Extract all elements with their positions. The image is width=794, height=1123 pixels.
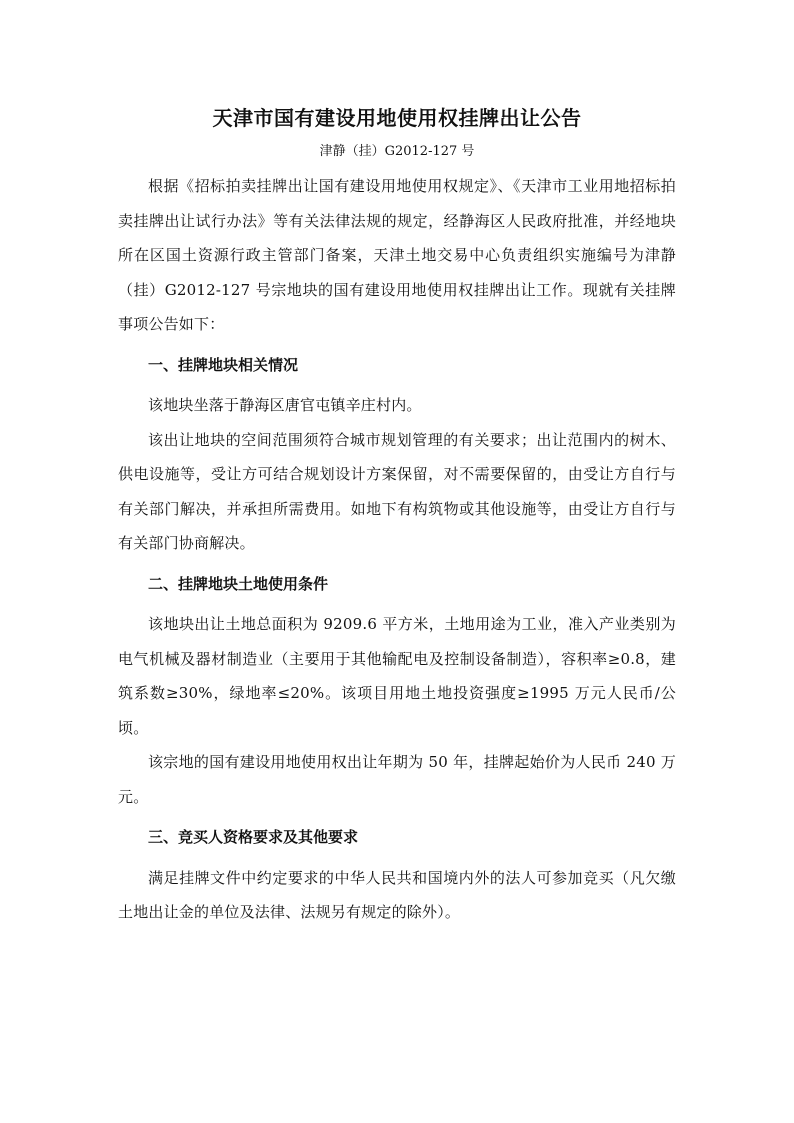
document-title: 天津市国有建设用地使用权挂牌出让公告 <box>212 106 582 130</box>
section-paragraph: 该宗地的国有建设用地使用权出让年期为 50 年，挂牌起始价为人民币 240 万元。 <box>118 753 676 806</box>
section-2 <box>118 567 676 815</box>
section-heading: 三、竞买人资格要求及其他要求 <box>148 828 359 846</box>
section-3 <box>118 820 676 930</box>
section-paragraph: 该地块出让土地总面积为 9209.6 平方米，土地用途为工业，准入产业类别为电气机械及器材制造业（主要用于其他输配电及控制设备制造），容积率≥0.8，建筑系数≥30%，绿地率≤20%。该项目用地土地投资强度≥1995 万元人民币/公顷。 <box>118 615 676 737</box>
section-paragraph: 该出让地块的空间范围须符合城市规划管理的有关要求；出让范围内的树木、供电设施等，受让方可结合规划设计方案保留，对不需要保留的，由受让方自行与有关部门解决，并承担所需费用。如地下有构筑物或其他设施等，由受让方自行与有关部门协商解决。 <box>118 430 676 552</box>
section-1 <box>118 348 676 561</box>
document-number: 津静（挂）G2012-127 号 <box>319 144 475 159</box>
intro-paragraph: 根据《招标拍卖挂牌出让国有建设用地使用权规定》、《天津市工业用地招标拍卖挂牌出让试行办法》等有关法律法规的规定，经静海区人民政府批准，并经地块所在区国土资源行政主管部门备案，天津土地交易中心负责组织实施编号为津静（挂）G2012-127 号宗地块的国有建设用地使用权挂牌出让工作。现就有关挂牌事项公告如下： <box>118 177 676 333</box>
section-paragraph: 满足挂牌文件中约定要求的中华人民共和国境内外的法人可参加竞买（凡欠缴土地出让金的单位及法律、法规另有规定的除外）。 <box>118 868 676 921</box>
section-paragraph: 该地块坐落于静海区唐官屯镇辛庄村内。 <box>148 396 422 414</box>
section-heading: 二、挂牌地块土地使用条件 <box>148 574 329 593</box>
section-heading: 一、挂牌地块相关情况 <box>148 355 299 374</box>
